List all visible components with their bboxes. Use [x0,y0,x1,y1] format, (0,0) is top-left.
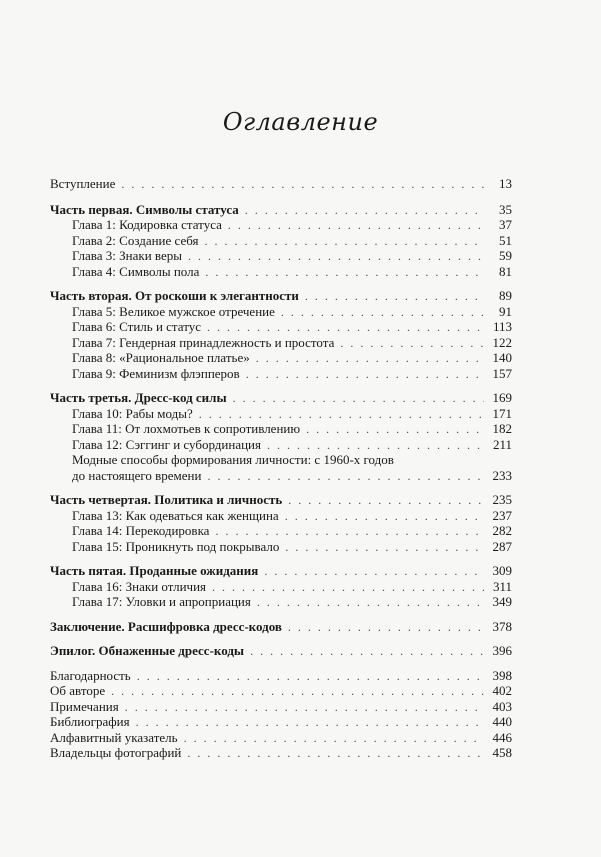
page-title: Оглавление [222,108,379,136]
leader-dots [187,746,484,762]
entry-label: Глава 10: Рабы моды? [72,405,193,421]
leader-dots [285,509,484,525]
toc-chapter-entry[interactable] [50,350,512,366]
entry-label: Глава 1: Кодировка статуса [72,217,222,232]
page-number: 211 [492,436,512,452]
toc-chapter-entry[interactable] [50,319,512,335]
leader-dots [136,715,484,731]
leader-dots [121,177,484,193]
leader-dots [212,580,484,596]
toc-back-matter [50,668,512,761]
toc-chapter-entry[interactable] [50,217,512,233]
entry-label: до настоящего времени [72,467,202,483]
entry-label: Глава 4: Символы пола [72,263,200,279]
leader-dots [288,493,484,509]
entry-label: Часть четвертая. Политика и личность [50,492,283,507]
leader-dots [215,524,484,540]
page-number: 458 [492,745,512,760]
page-number: 378 [492,618,512,634]
toc-part-heading[interactable] [50,202,512,218]
toc-chapter-entry[interactable] [50,264,512,280]
toc-part-5 [50,563,512,610]
page-number: 287 [492,538,512,554]
entry-label: Эпилог. Обнаженные дресс-коды [50,643,245,658]
page-number: 235 [492,492,512,507]
toc-section-entry-line1[interactable] [50,452,512,468]
toc-part-2 [50,288,512,381]
entry-label: Часть пятая. Проданные ожидания [50,563,259,578]
entry-label: Глава 9: Феминизм флэпперов [72,365,240,381]
entry-label: Глава 5: Великое мужское отречение [72,303,275,319]
toc-chapter-entry[interactable] [50,523,512,539]
entry-label: Глава 11: От лохмотьев к сопротивлению [72,421,301,436]
leader-dots [188,249,484,265]
page-number: 157 [492,365,512,381]
leader-dots [137,669,484,685]
page-number: 349 [492,594,512,609]
entry-label: Глава 3: Знаки веры [72,248,182,263]
toc-chapter-entry[interactable] [50,335,512,351]
toc-part-heading[interactable] [50,492,512,508]
toc-chapter-entry[interactable] [50,508,512,524]
toc-chapter-entry[interactable] [50,437,512,453]
leader-dots [246,367,484,383]
entry-label: Благодарность [50,667,131,683]
entry-label: Глава 2: Создание себя [72,232,199,248]
leader-dots [111,684,484,700]
page-number: 169 [492,390,512,405]
toc-chapter-entry[interactable] [50,366,512,382]
leader-dots [205,234,484,250]
page-number: 113 [492,319,512,334]
page-number: 122 [492,334,512,350]
page-number: 402 [492,683,512,698]
page-number: 35 [499,201,512,217]
page-number: 182 [492,421,512,436]
entry-label: Вступление [50,176,116,191]
page-number: 282 [492,523,512,538]
leader-dots [228,218,484,234]
toc-part-3 [50,390,512,483]
leader-dots [184,731,484,747]
page-number: 311 [492,578,512,594]
toc-chapter-entry[interactable] [50,304,512,320]
page-number: 233 [492,467,512,483]
page-number: 37 [499,217,512,232]
page-number: 51 [499,232,512,248]
toc-entry-photo-credits[interactable] [50,745,512,761]
entry-label: Глава 14: Перекодировка [72,523,210,538]
entry-label: Алфавитный указатель [50,729,178,745]
toc-section-entry-line2[interactable] [50,468,512,484]
toc-chapter-entry[interactable] [50,421,512,437]
entry-label: Об авторе [50,683,106,698]
entry-label: Часть первая. Символы статуса [50,201,239,217]
leader-dots [281,305,484,321]
toc-entry-conclusion[interactable] [50,619,512,635]
toc-entry-epilogue[interactable] [50,643,512,659]
page-number: 13 [499,176,512,191]
entry-label: Глава 16: Знаки отличия [72,578,207,594]
leader-dots [256,351,484,367]
page-number: 81 [499,263,512,279]
toc-chapter-entry[interactable] [50,579,512,595]
page-number: 440 [492,714,512,729]
entry-label: Заключение. Расшифровка дресс-кодов [50,618,282,634]
entry-label: Модные способы формирования личности: с 1960-х годов [72,452,394,467]
toc-entry-index[interactable] [50,730,512,746]
entry-label: Библиография [50,714,130,729]
entry-label: Часть вторая. От роскоши к элегантности [50,288,299,303]
page-number: 59 [499,248,512,263]
leader-dots [125,700,484,716]
page-number: 309 [492,563,512,578]
entry-label: Владельцы фотографий [50,745,182,760]
toc-part-heading[interactable] [50,390,512,406]
page-number: 91 [499,303,512,319]
entry-label: Глава 7: Гендерная принадлежность и простота [72,334,335,350]
leader-dots [233,391,484,407]
leader-dots [267,438,484,454]
table-of-contents [50,176,512,761]
page-number: 140 [492,350,512,365]
toc-part-4 [50,492,512,554]
leader-dots [288,620,484,636]
toc-entry-intro[interactable] [50,176,512,192]
toc-part-heading[interactable] [50,563,512,579]
leader-dots [285,540,484,556]
entry-label: Глава 8: «Рациональное платье» [72,350,250,365]
entry-label: Глава 15: Проникнуть под покрывало [72,538,280,554]
entry-label: Глава 12: Сэггинг и субординация [72,436,261,452]
page-number: 403 [492,698,512,714]
toc-entry-bibliography[interactable] [50,714,512,730]
leader-dots [245,203,484,219]
leader-dots [250,644,484,660]
entry-label: Глава 13: Как одеваться как женщина [72,507,279,523]
toc-chapter-entry[interactable] [50,539,512,555]
toc-entry-notes[interactable] [50,699,512,715]
page-number: 446 [492,729,512,745]
entry-label: Глава 17: Уловки и апроприация [72,594,251,609]
page-number: 237 [492,507,512,523]
toc-chapter-entry[interactable] [50,248,512,264]
page-number: 171 [492,405,512,421]
toc-part-1 [50,202,512,280]
leader-dots [205,265,484,281]
page-number: 398 [492,667,512,683]
toc-chapter-entry[interactable] [50,406,512,422]
page-number: 396 [492,643,512,658]
leader-dots [257,595,484,611]
toc-part-heading[interactable] [50,288,512,304]
leader-dots [199,407,484,423]
leader-dots [207,469,484,485]
leader-dots [340,336,484,352]
leader-dots [264,564,484,580]
toc-entry-acknowledgements[interactable] [50,668,512,684]
leader-dots [305,289,484,305]
toc-chapter-entry[interactable] [50,594,512,610]
entry-label: Примечания [50,698,119,714]
leader-dots [306,422,484,438]
toc-entry-about-author[interactable] [50,683,512,699]
toc-chapter-entry[interactable] [50,233,512,249]
page-number: 89 [499,288,512,303]
entry-label: Часть третья. Дресс-код силы [50,390,227,405]
entry-label: Глава 6: Стиль и статус [72,319,201,334]
leader-dots [207,320,484,336]
